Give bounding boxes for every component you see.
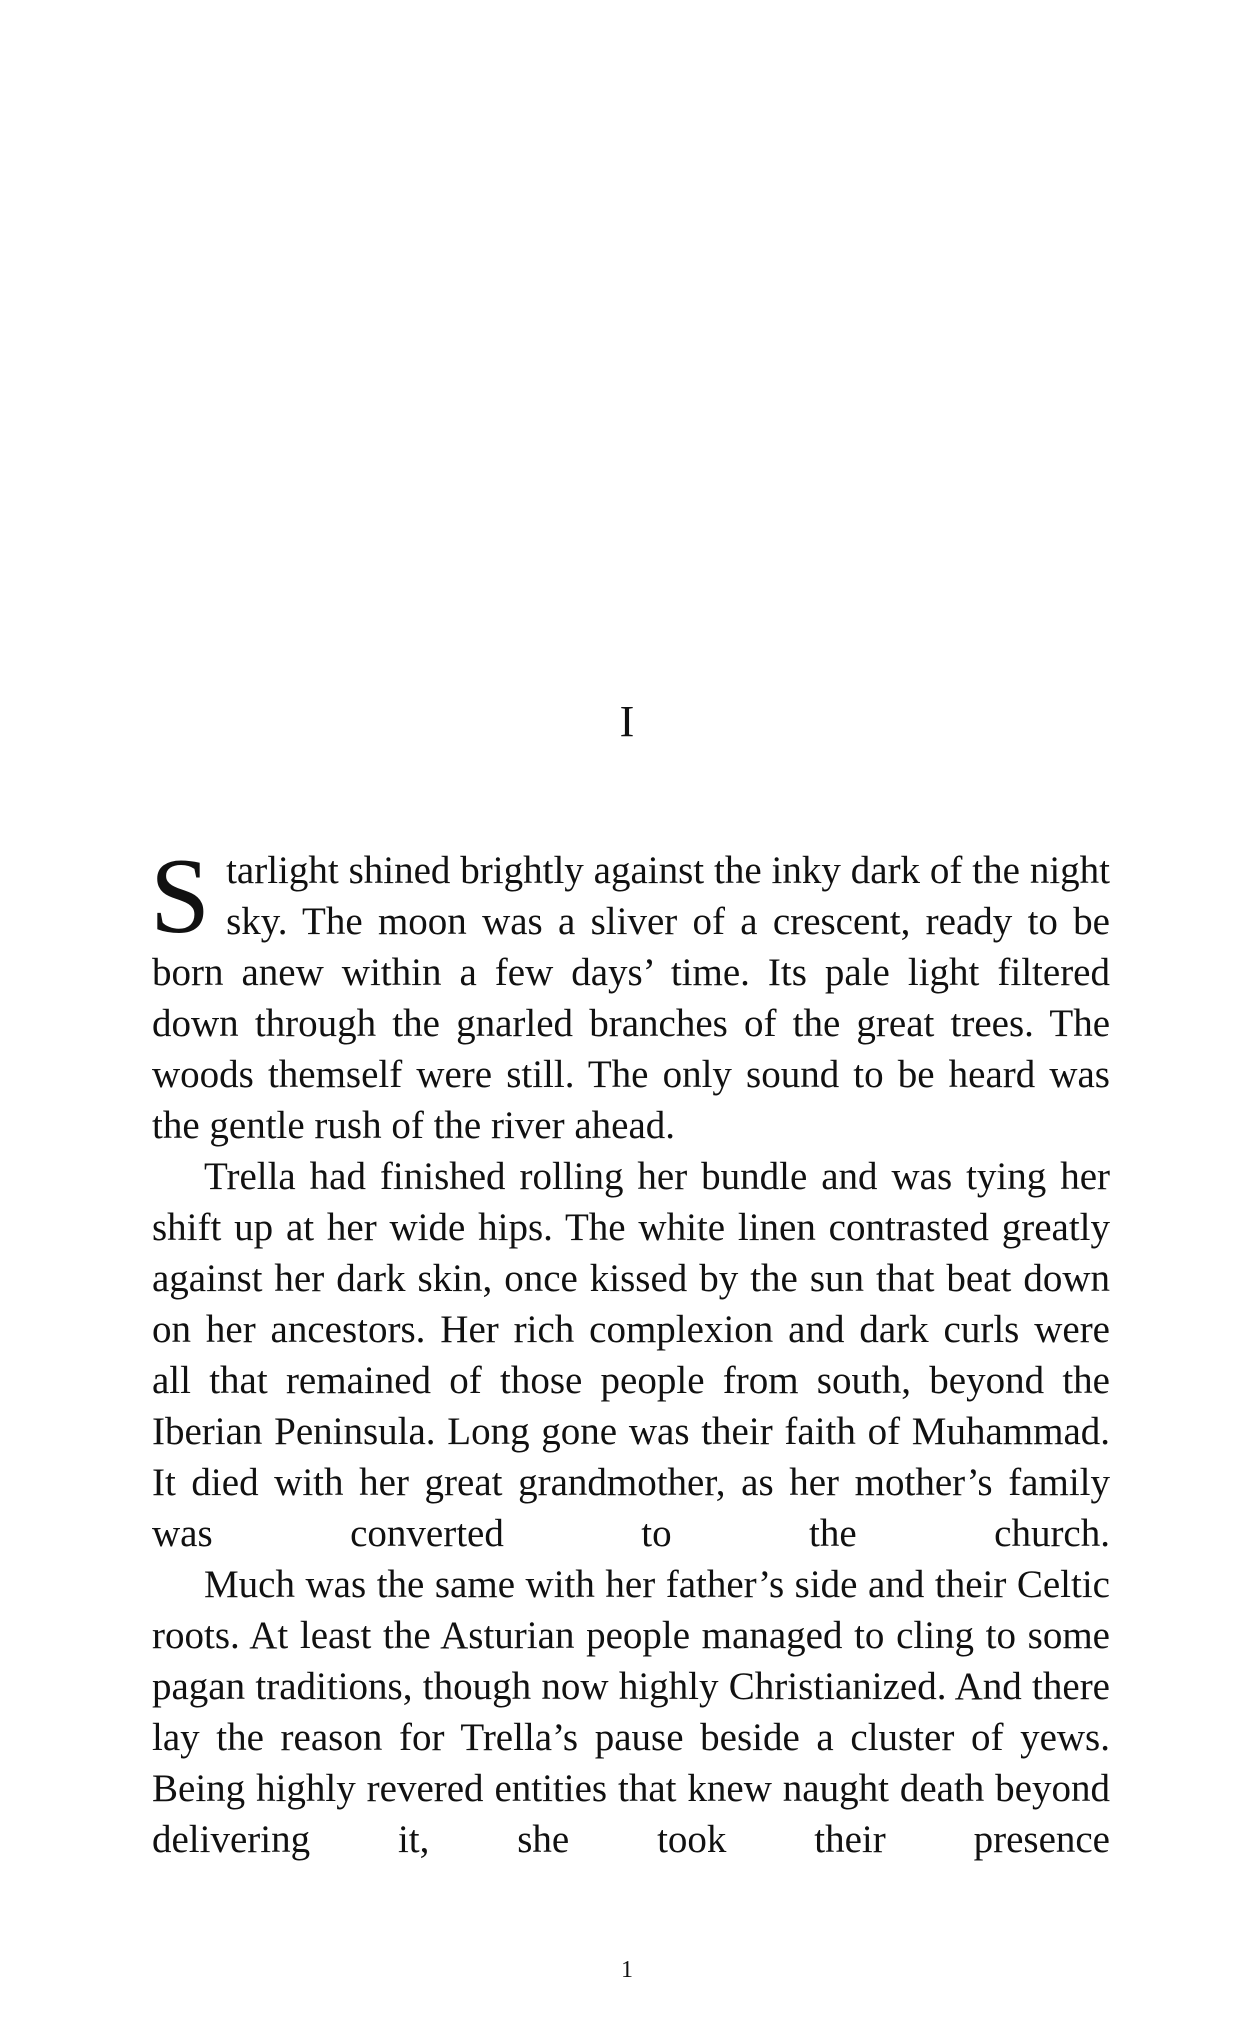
paragraph-2-text: Trella had finished rolling her bundle and was tying her shift up at her wide hips. The white linen contrasted greatly against her dark skin, once kissed by the sun that beat down on her ancestors. Her rich complexion and dark curls were all that remained of those people from south, beyond the Iberian Peninsula. Long gone was their faith of Muhammad. It died with her great grandmother, as her mother’s family was converted to the church. [152,1155,1110,1555]
page-number: 1 [621,1957,633,1983]
paragraph-3-text: Much was the same with her father’s side and their Celtic roots. At least the Asturian people managed to cling to some pagan traditions, though now highly Christianized. And there lay the reason for Trella’s pause beside a cluster of yews. Being highly revered entities that knew naught death beyond delivering it, she took their presence [152,1563,1110,1861]
paragraph-1-text: tarlight shined brightly against the inky dark of the night sky. The moon was a sliver of a crescent, ready to be born anew within a few days’ time. Its pale light filtered down through the gnarled branches of the great trees. The woods themself were still. The only sound to be heard was the gentle rush of the river ahead. [152,849,1110,1147]
paragraph-1 [150,837,1110,1151]
drop-cap: S [150,837,211,956]
paragraph-3 [152,1559,1110,1865]
chapter-body [150,837,1110,1865]
paragraph-2 [152,1151,1110,1559]
chapter-number: I [619,697,635,746]
